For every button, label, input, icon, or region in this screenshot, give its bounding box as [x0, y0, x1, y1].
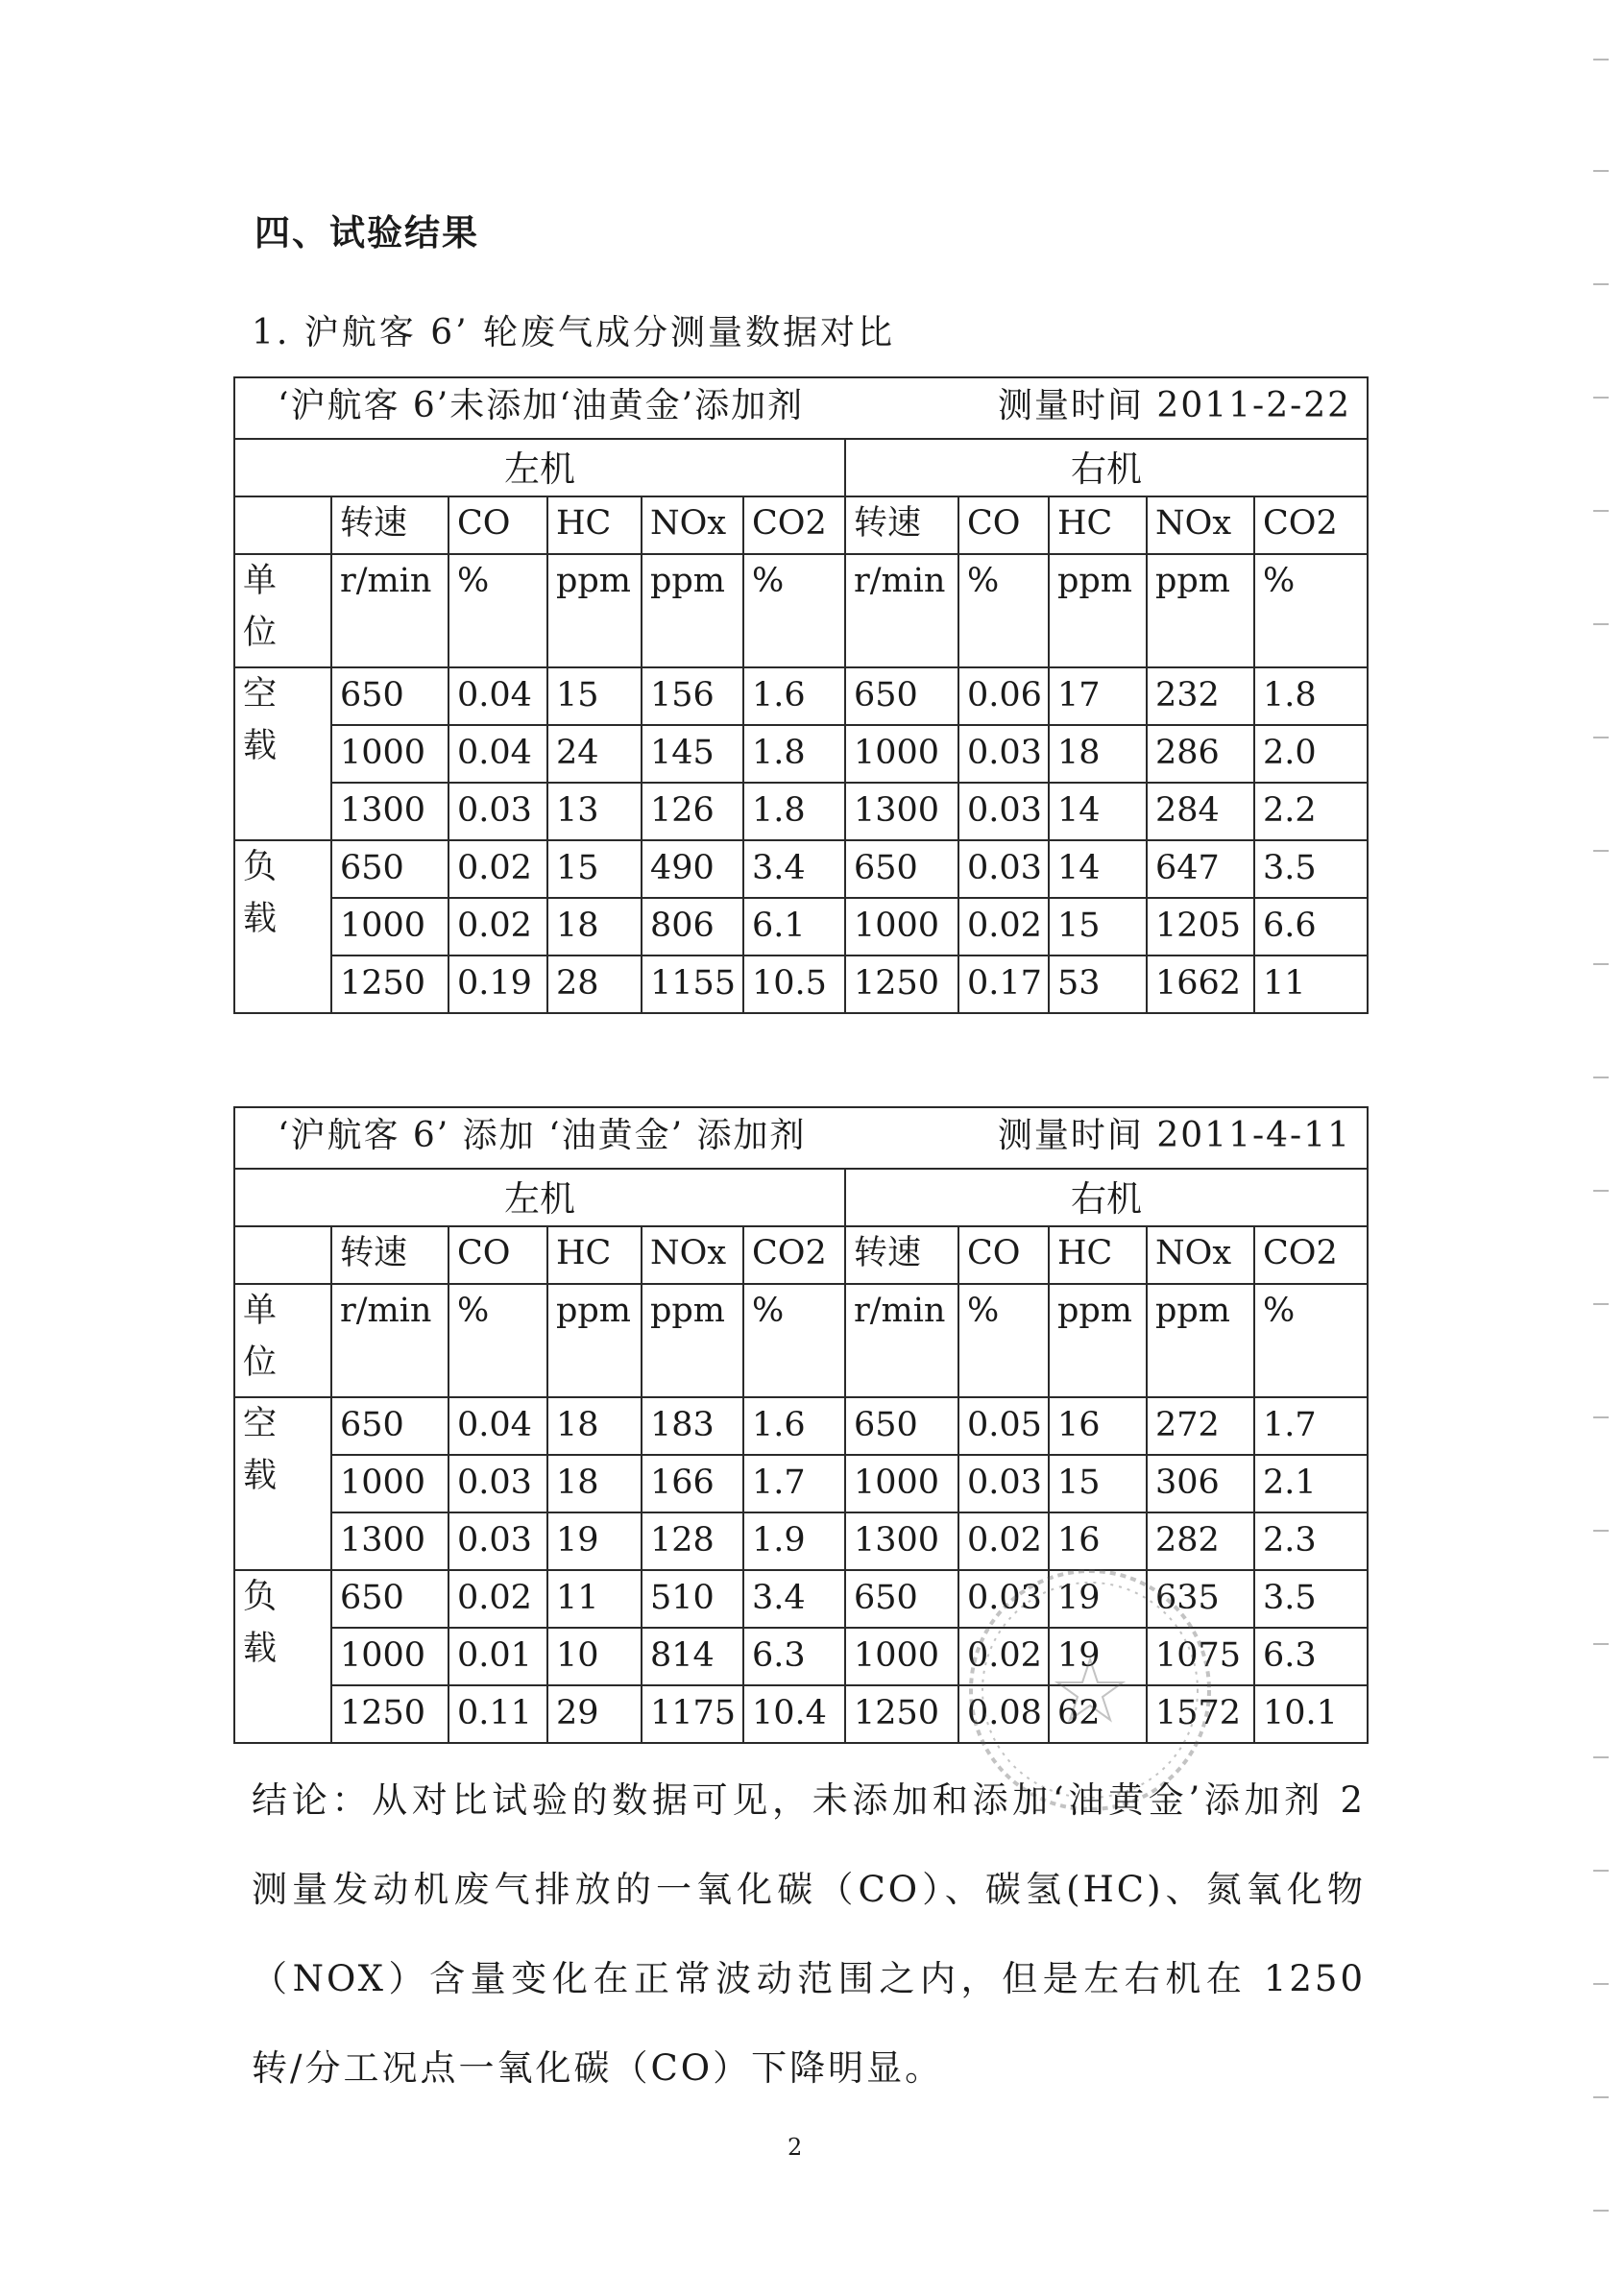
table-cell: 15 — [547, 667, 642, 725]
table-cell: 19 — [547, 1512, 642, 1570]
unit-cell: ppm — [642, 1284, 743, 1397]
table-caption-date: 测量时间 2011-2-22 — [997, 386, 1352, 425]
left-engine-header: 左机 — [234, 439, 845, 496]
table-cell: 156 — [642, 667, 743, 725]
table-cell: 510 — [642, 1570, 743, 1628]
unit-cell: ppm — [1049, 554, 1147, 667]
table-cell: 53 — [1049, 956, 1147, 1013]
table-cell: 15 — [547, 840, 642, 898]
column-header: 转速 — [845, 1226, 958, 1284]
table-row — [234, 725, 1368, 783]
table-cell: 0.03 — [958, 840, 1049, 898]
table-cell: 282 — [1147, 1512, 1254, 1570]
table-cell: 635 — [1147, 1570, 1254, 1628]
unit-cell: % — [958, 1284, 1049, 1397]
table-cell: 1.7 — [1254, 1397, 1368, 1455]
table-cell: 1000 — [331, 1455, 448, 1512]
table-cell: 166 — [642, 1455, 743, 1512]
table-cell: 1300 — [331, 783, 448, 840]
column-header: HC — [1049, 1226, 1147, 1284]
table-cell: 17 — [1049, 667, 1147, 725]
table-cell: 2.3 — [1254, 1512, 1368, 1570]
table-cell: 650 — [845, 840, 958, 898]
unit-cell: % — [958, 554, 1049, 667]
blank-cell — [234, 496, 331, 554]
section-title: 四、试验结果 — [255, 212, 479, 254]
table-cell: 15 — [1049, 898, 1147, 956]
column-header: 转速 — [845, 496, 958, 554]
table-cell: 19 — [1049, 1628, 1147, 1685]
table-cell: 1000 — [331, 725, 448, 783]
table-cell: 0.02 — [448, 840, 547, 898]
table-cell: 24 — [547, 725, 642, 783]
table-cell: 0.02 — [448, 898, 547, 956]
unit-cell: % — [1254, 554, 1368, 667]
table-cell: 10.5 — [743, 956, 845, 1013]
group-label-no-load: 空 载 — [234, 667, 331, 840]
table-cell: 14 — [1049, 783, 1147, 840]
table-cell: 11 — [1254, 956, 1368, 1013]
table-cell: 814 — [642, 1628, 743, 1685]
table-row — [234, 1455, 1368, 1512]
right-engine-header: 右机 — [845, 1169, 1368, 1226]
table-cell: 650 — [331, 667, 448, 725]
table-row — [234, 783, 1368, 840]
column-header: 转速 — [331, 496, 448, 554]
table-cell: 0.04 — [448, 667, 547, 725]
table-cell: 6.3 — [743, 1628, 845, 1685]
unit-label: 单 位 — [234, 1284, 331, 1397]
table-cell: 2.1 — [1254, 1455, 1368, 1512]
table-cell: 6.1 — [743, 898, 845, 956]
table-cell: 1.7 — [743, 1455, 845, 1512]
right-engine-header: 右机 — [845, 439, 1368, 496]
table-cell: 3.5 — [1254, 1570, 1368, 1628]
table-cell: 145 — [642, 725, 743, 783]
table-cell: 1250 — [845, 1685, 958, 1743]
table-cell: 1662 — [1147, 956, 1254, 1013]
table-cell: 647 — [1147, 840, 1254, 898]
table-cell: 13 — [547, 783, 642, 840]
table-cell: 0.02 — [958, 1628, 1049, 1685]
table-cell: 1000 — [331, 898, 448, 956]
table-row — [234, 956, 1368, 1013]
table-cell: 1300 — [845, 1512, 958, 1570]
table-cell: 650 — [331, 840, 448, 898]
table-cell: 284 — [1147, 783, 1254, 840]
table-cell: 1000 — [845, 1628, 958, 1685]
table-cell: 14 — [1049, 840, 1147, 898]
table-cell: 0.06 — [958, 667, 1049, 725]
unit-row — [234, 1284, 1368, 1397]
unit-cell: ppm — [1147, 554, 1254, 667]
table-cell: 1250 — [331, 956, 448, 1013]
table-cell: 0.01 — [448, 1628, 547, 1685]
unit-cell: r/min — [331, 1284, 448, 1397]
table-caption — [234, 1107, 1368, 1169]
unit-cell: r/min — [845, 1284, 958, 1397]
group-label-no-load: 空 载 — [234, 1397, 331, 1570]
table-cell: 1.6 — [743, 667, 845, 725]
table-cell: 0.03 — [448, 1512, 547, 1570]
unit-cell: ppm — [1147, 1284, 1254, 1397]
column-header: CO2 — [743, 1226, 845, 1284]
column-header: CO — [958, 1226, 1049, 1284]
table-caption — [234, 377, 1368, 439]
unit-label: 单 位 — [234, 554, 331, 667]
left-engine-header: 左机 — [234, 1169, 845, 1226]
unit-cell: ppm — [547, 554, 642, 667]
table-cell: 1000 — [845, 1455, 958, 1512]
column-header: HC — [1049, 496, 1147, 554]
column-header: CO — [448, 1226, 547, 1284]
group-label-load: 负 载 — [234, 840, 331, 1013]
table-cell: 15 — [1049, 1455, 1147, 1512]
table-cell: 650 — [331, 1397, 448, 1455]
table-cell: 0.04 — [448, 1397, 547, 1455]
table-cell: 1.8 — [743, 725, 845, 783]
table-cell: 1.8 — [1254, 667, 1368, 725]
table-cell: 18 — [547, 1455, 642, 1512]
table-cell: 126 — [642, 783, 743, 840]
group-label-load: 负 载 — [234, 1570, 331, 1743]
table-cell: 28 — [547, 956, 642, 1013]
table-cell: 29 — [547, 1685, 642, 1743]
table-cell: 272 — [1147, 1397, 1254, 1455]
table-cell: 1155 — [642, 956, 743, 1013]
table-cell: 10.4 — [743, 1685, 845, 1743]
emission-table-before — [233, 376, 1369, 1014]
table-cell: 1075 — [1147, 1628, 1254, 1685]
table-cell: 1.6 — [743, 1397, 845, 1455]
table-cell: 650 — [845, 1570, 958, 1628]
column-header: 转速 — [331, 1226, 448, 1284]
unit-cell: % — [743, 1284, 845, 1397]
table-cell: 650 — [845, 1397, 958, 1455]
table-cell: 10 — [547, 1628, 642, 1685]
table-cell: 0.03 — [958, 725, 1049, 783]
table-cell: 62 — [1049, 1685, 1147, 1743]
table-cell: 1300 — [845, 783, 958, 840]
table-cell: 0.03 — [958, 783, 1049, 840]
table-cell: 2.0 — [1254, 725, 1368, 783]
table-cell: 183 — [642, 1397, 743, 1455]
table-cell: 18 — [547, 1397, 642, 1455]
column-header: CO2 — [743, 496, 845, 554]
unit-cell: % — [448, 1284, 547, 1397]
unit-cell: % — [1254, 1284, 1368, 1397]
table-cell: 0.17 — [958, 956, 1049, 1013]
table-cell: 1000 — [845, 725, 958, 783]
column-header: NOx — [642, 496, 743, 554]
table-cell: 1250 — [331, 1685, 448, 1743]
table-cell: 232 — [1147, 667, 1254, 725]
table-cell: 0.03 — [958, 1455, 1049, 1512]
table-cell: 16 — [1049, 1397, 1147, 1455]
table-cell: 16 — [1049, 1512, 1147, 1570]
table-cell: 0.03 — [958, 1570, 1049, 1628]
table-cell: 0.04 — [448, 725, 547, 783]
table-cell: 18 — [1049, 725, 1147, 783]
column-header: CO2 — [1254, 496, 1368, 554]
unit-cell: ppm — [642, 554, 743, 667]
page-number: 2 — [788, 2134, 803, 2161]
table-row — [234, 840, 1368, 898]
table-cell: 0.03 — [448, 783, 547, 840]
table-cell: 19 — [1049, 1570, 1147, 1628]
table-cell: 286 — [1147, 725, 1254, 783]
table-cell: 806 — [642, 898, 743, 956]
table-cell: 490 — [642, 840, 743, 898]
unit-cell: ppm — [1049, 1284, 1147, 1397]
table-cell: 3.5 — [1254, 840, 1368, 898]
blank-cell — [234, 1226, 331, 1284]
table-caption-title: ‘沪航客 6’未添加‘油黄金’添加剂 — [278, 386, 805, 425]
table-cell: 11 — [547, 1570, 642, 1628]
table-cell: 1572 — [1147, 1685, 1254, 1743]
column-header: NOx — [642, 1226, 743, 1284]
table-cell: 0.19 — [448, 956, 547, 1013]
conclusion-text: 结论：从对比试验的数据可见，未添加和添加‘油黄金’添加剂 2 测量发动机废气排放的一氧化碳（CO）、碳氢(HC)、氮氧化物（NOX）含量变化在正常波动范围之内，但是左右机在 1250 转/分工况点一氧化碳（CO）下降明显。 — [252, 1779, 1366, 2089]
table-cell: 0.03 — [448, 1455, 547, 1512]
table-cell: 1.8 — [743, 783, 845, 840]
unit-row — [234, 554, 1368, 667]
table-cell: 6.6 — [1254, 898, 1368, 956]
table-cell: 0.02 — [958, 1512, 1049, 1570]
column-header: HC — [547, 496, 642, 554]
table-cell: 650 — [845, 667, 958, 725]
column-header: CO — [448, 496, 547, 554]
unit-cell: r/min — [845, 554, 958, 667]
column-header-row — [234, 1226, 1368, 1284]
unit-cell: ppm — [547, 1284, 642, 1397]
unit-cell: % — [743, 554, 845, 667]
table-cell: 3.4 — [743, 840, 845, 898]
table-cell: 2.2 — [1254, 783, 1368, 840]
column-header-row — [234, 496, 1368, 554]
column-header: CO — [958, 496, 1049, 554]
table-cell: 650 — [331, 1570, 448, 1628]
table-row — [234, 667, 1368, 725]
column-header: NOx — [1147, 1226, 1254, 1284]
table-row — [234, 1397, 1368, 1455]
unit-cell: r/min — [331, 554, 448, 667]
table-cell: 0.05 — [958, 1397, 1049, 1455]
table-cell: 1250 — [845, 956, 958, 1013]
column-header: NOx — [1147, 496, 1254, 554]
table-cell: 1000 — [331, 1628, 448, 1685]
table-cell: 1000 — [845, 898, 958, 956]
scan-margin-marks — [1566, 0, 1624, 2274]
table-row — [234, 898, 1368, 956]
table-caption-date: 测量时间 2011-4-11 — [997, 1116, 1352, 1155]
table-caption-title: ‘沪航客 6’ 添加 ‘油黄金’ 添加剂 — [278, 1116, 807, 1155]
table-cell: 3.4 — [743, 1570, 845, 1628]
table-cell: 0.02 — [448, 1570, 547, 1628]
column-header: CO2 — [1254, 1226, 1368, 1284]
table-cell: 0.11 — [448, 1685, 547, 1743]
table-cell: 0.02 — [958, 898, 1049, 956]
table-cell: 10.1 — [1254, 1685, 1368, 1743]
table-cell: 306 — [1147, 1455, 1254, 1512]
table-cell: 1300 — [331, 1512, 448, 1570]
table-cell: 6.3 — [1254, 1628, 1368, 1685]
table-cell: 1.9 — [743, 1512, 845, 1570]
table-cell: 128 — [642, 1512, 743, 1570]
column-header: HC — [547, 1226, 642, 1284]
table-cell: 1175 — [642, 1685, 743, 1743]
table-cell: 18 — [547, 898, 642, 956]
unit-cell: % — [448, 554, 547, 667]
table-cell: 0.08 — [958, 1685, 1049, 1743]
table-cell: 1205 — [1147, 898, 1254, 956]
sub-title: 1. 沪航客 6’ 轮废气成分测量数据对比 — [252, 313, 896, 352]
